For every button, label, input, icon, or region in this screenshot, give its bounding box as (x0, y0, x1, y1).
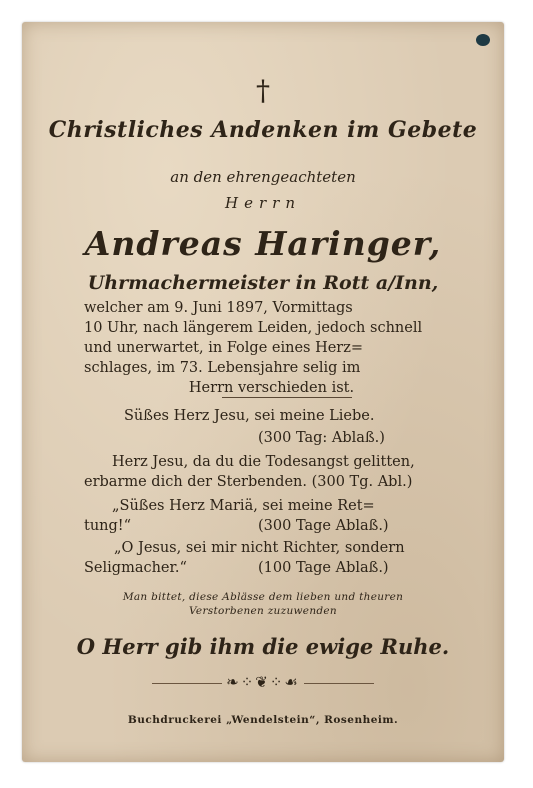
honorific: Herrn (225, 194, 301, 212)
ink-spot (476, 34, 490, 46)
prayer-line: „O Jesus, sei mir nicht Richter, sondern (114, 540, 405, 556)
prayer-line: tung!“ (84, 518, 132, 534)
deceased-name: Andreas Haringer, (84, 224, 442, 263)
prayer-line: „Süßes Herz Mariä, sei meine Ret= (112, 498, 375, 514)
prayer-line: Seligmacher.“ (84, 560, 187, 576)
note-line: Verstorbenen zuzuwenden (189, 605, 337, 617)
prayer-line: Süßes Herz Jesu, sei meine Liebe. (124, 408, 375, 424)
note-line: Man bittet, diese Ablässe dem lieben und theuren (122, 591, 404, 603)
occupation: Uhrmachermeister in Rott a/Inn, (87, 272, 439, 294)
subtitle: an den ehrengeachteten (170, 168, 356, 186)
bio-line: schlages, im 73. Lebensjahre selig im (84, 360, 361, 376)
closing-prayer: O Herr gib ihm die ewige Ruhe. (76, 634, 450, 659)
bio-line: welcher am 9. Juni 1897, Vormittags (84, 300, 353, 316)
request-note (22, 590, 504, 618)
bio-line: und unerwartet, in Folge eines Herz= (84, 340, 364, 356)
bio-line: Herrn verschieden ist. (188, 380, 355, 396)
printer-imprint: Buchdruckerei „Wendelstein“, Rosenheim. (127, 714, 399, 726)
divider (222, 397, 352, 398)
ornament-icon: ❧⁘❦⁘☙ (226, 673, 300, 691)
prayer-line: erbarme dich der Sterbenden. (300 Tg. Abl.) (84, 474, 413, 490)
indulgence-note: (300 Tag: Ablaß.) (258, 430, 385, 446)
memorial-card (22, 22, 504, 762)
ornament-rule-right (304, 683, 374, 684)
cross-icon: † (256, 74, 270, 107)
indulgence-note: (100 Tage Ablaß.) (258, 560, 389, 576)
prayer-line: Herz Jesu, da du die Todesangst gelitten, (112, 454, 415, 470)
card-title: Christliches Andenken im Gebete (48, 117, 478, 143)
biography (84, 298, 459, 398)
indulgence-note: (300 Tage Ablaß.) (258, 518, 389, 534)
bio-line: 10 Uhr, nach längerem Leiden, jedoch schnell (84, 320, 423, 336)
